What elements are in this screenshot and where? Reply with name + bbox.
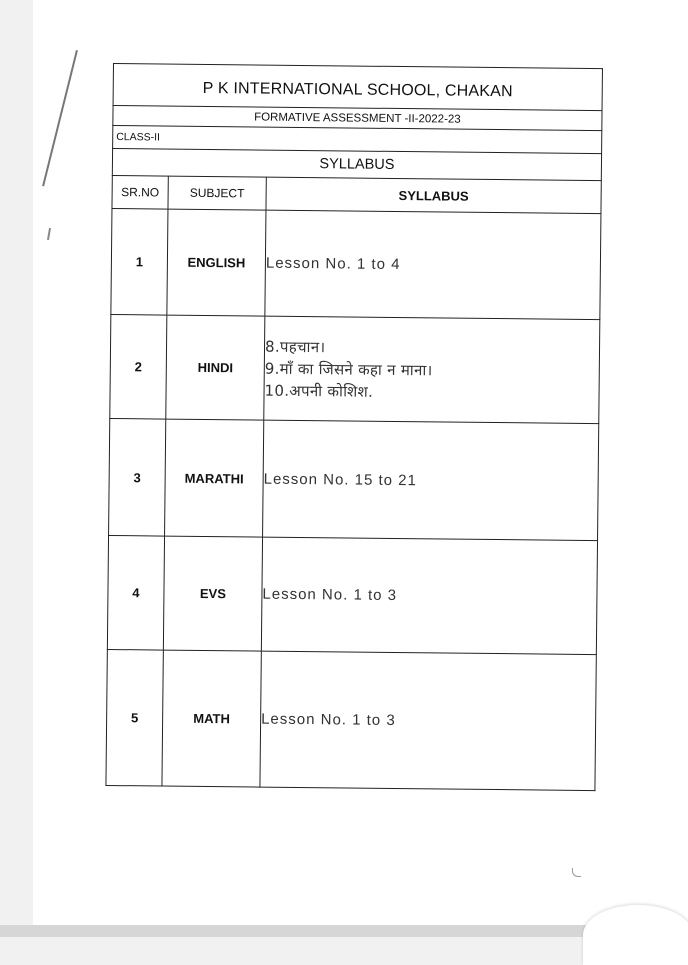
row-number: 3 bbox=[109, 418, 166, 536]
row-syllabus: Lesson No. 15 to 21 bbox=[263, 420, 599, 541]
school-name: P K INTERNATIONAL SCHOOL, CHAKAN bbox=[113, 63, 603, 110]
table-row bbox=[106, 649, 596, 790]
table-row bbox=[110, 314, 600, 423]
row-subject: HINDI bbox=[166, 315, 265, 420]
class-label: CLASS-II bbox=[112, 125, 602, 153]
col-header-subject: SUBJECT bbox=[168, 176, 266, 210]
assessment-title: FORMATIVE ASSESSMENT -II-2022-23 bbox=[112, 105, 602, 130]
row-number: 4 bbox=[107, 535, 164, 650]
row-subject: EVS bbox=[163, 536, 262, 651]
row-syllabus bbox=[264, 316, 600, 424]
table-row bbox=[107, 535, 597, 654]
row-syllabus: Lesson No. 1 to 3 bbox=[261, 537, 597, 655]
row-subject: MATH bbox=[162, 650, 261, 787]
hindi-lesson-line: 10.अपनी कोशिश. bbox=[264, 381, 374, 401]
corner-overlay bbox=[583, 905, 688, 965]
row-syllabus: Lesson No. 1 to 3 bbox=[260, 651, 596, 791]
row-subject: MARATHI bbox=[165, 419, 264, 537]
col-header-srno: SR.NO bbox=[112, 175, 168, 209]
row-syllabus: Lesson No. 1 to 4 bbox=[265, 210, 601, 320]
row-subject: ENGLISH bbox=[167, 209, 266, 316]
table-row bbox=[109, 418, 599, 540]
row-number: 1 bbox=[111, 208, 168, 315]
pen-hook-mark bbox=[572, 868, 581, 877]
row-number: 5 bbox=[106, 649, 163, 786]
col-header-syllabus: SYLLABUS bbox=[266, 177, 601, 214]
syllabus-document bbox=[105, 63, 603, 791]
syllabus-table bbox=[105, 175, 601, 791]
table-row bbox=[111, 208, 601, 319]
row-number: 2 bbox=[110, 314, 167, 419]
hindi-lesson-line: 9.माँ का जिसने कहा न माना। bbox=[264, 359, 433, 379]
table-header-row bbox=[112, 175, 601, 213]
hindi-lesson-line: 8.पहचान। bbox=[264, 337, 326, 356]
syllabus-heading: SYLLABUS bbox=[112, 148, 602, 180]
